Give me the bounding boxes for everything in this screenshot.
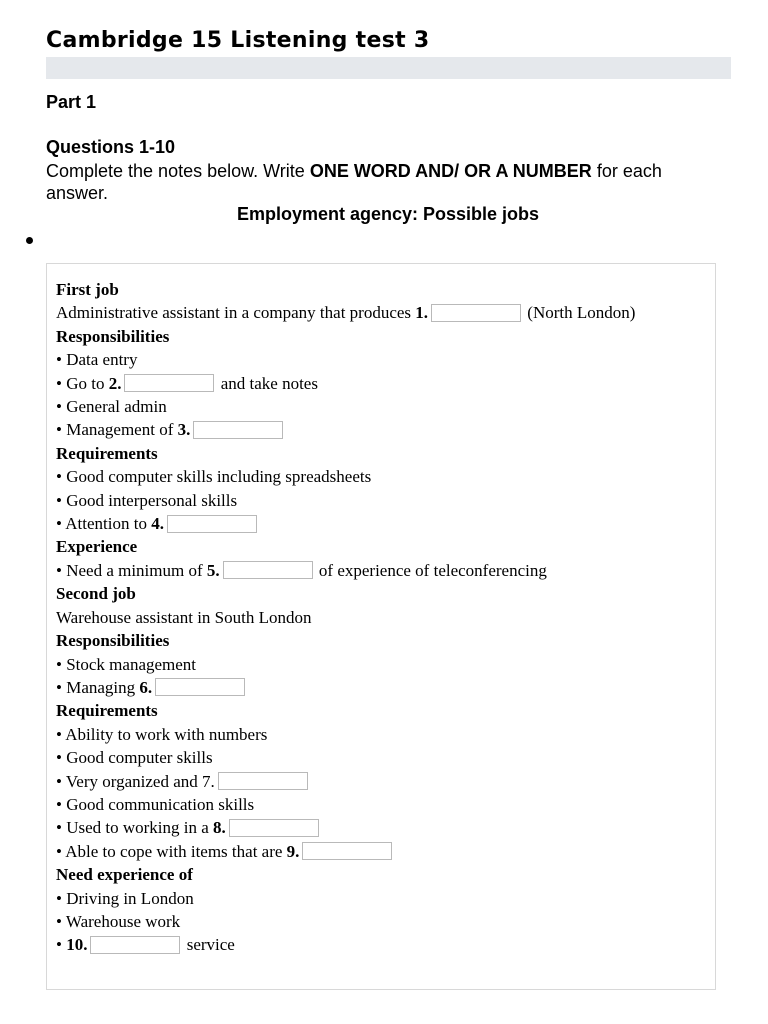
list-bullet: [26, 237, 33, 244]
list-item: • General admin: [56, 397, 167, 417]
text: • Managing: [56, 677, 140, 697]
answer-input-2[interactable]: [124, 374, 214, 392]
answer-input-10[interactable]: [90, 936, 180, 954]
answer-input-6[interactable]: [155, 678, 245, 696]
instruction-text-end: for each answer.: [46, 161, 662, 203]
title-divider-bar: [46, 57, 731, 79]
experience-heading: Experience: [56, 537, 138, 557]
question-number-2: 2.: [108, 373, 122, 393]
text: and take notes: [216, 373, 318, 393]
list-item: • Stock management: [56, 654, 197, 674]
list-item: • Good communication skills: [56, 794, 255, 814]
text: • Management of: [56, 420, 178, 440]
question-number-1: 1.: [415, 303, 429, 323]
notes-content: [56, 278, 696, 957]
instruction-text: Complete the notes below. Write: [46, 161, 310, 181]
question-number-3: 3.: [177, 420, 191, 440]
list-item: [56, 676, 696, 699]
list-item: • Warehouse work: [56, 911, 181, 931]
text: • Able to cope with items that are: [56, 841, 287, 861]
text: service: [182, 935, 235, 955]
list-item: [56, 559, 696, 582]
text: • Attention to: [56, 514, 152, 534]
notes-box: [46, 263, 716, 990]
answer-input-9[interactable]: [302, 842, 392, 860]
first-job-heading: First job: [56, 280, 119, 299]
list-item: • Good computer skills: [56, 748, 213, 768]
list-item: • Driving in London: [56, 888, 194, 908]
questions-heading: Questions 1-10: [46, 137, 176, 157]
list-item: [56, 770, 696, 793]
text: • Need a minimum of: [56, 560, 207, 580]
text: •: [56, 935, 67, 955]
list-item: [56, 840, 696, 863]
answer-input-1[interactable]: [431, 304, 521, 322]
list-item: • Data entry: [56, 350, 138, 370]
question-number-8: 8.: [213, 818, 226, 838]
question-number-4: 4.: [151, 514, 164, 534]
answer-input-7[interactable]: [218, 772, 308, 790]
list-item: [56, 372, 696, 395]
list-item: [56, 512, 696, 535]
question-number-9: 9.: [286, 841, 300, 861]
list-item: • Ability to work with numbers: [56, 724, 268, 744]
list-item: • Good interpersonal skills: [56, 490, 238, 510]
part-heading: Part 1: [46, 92, 97, 112]
question-number-5: 5.: [206, 560, 220, 580]
notes-title: Employment agency: Possible jobs: [236, 204, 540, 224]
first-job-description: [56, 301, 681, 324]
list-item: • Good computer skills including spreadsheets: [56, 467, 372, 487]
second-job-description: Warehouse assistant in South London: [56, 607, 312, 627]
text: • Very organized and 7.: [56, 771, 215, 791]
text: (North London): [523, 303, 636, 323]
responsibilities-heading: Responsibilities: [56, 326, 170, 346]
question-number-6: 6.: [139, 677, 153, 697]
responsibilities-heading: Responsibilities: [56, 631, 170, 651]
question-number-10: 10.: [66, 935, 88, 955]
answer-input-8[interactable]: [229, 819, 319, 837]
list-item: [56, 418, 696, 441]
answer-input-4[interactable]: [167, 515, 257, 533]
second-job-heading: Second job: [56, 584, 136, 604]
answer-input-5[interactable]: [223, 561, 313, 579]
list-item: [56, 933, 696, 956]
text: • Used to working in a: [56, 818, 214, 838]
instruction-emphasis: ONE WORD AND/ OR A NUMBER: [309, 161, 592, 181]
instructions: [46, 160, 726, 204]
need-experience-heading: Need experience of: [56, 865, 193, 885]
requirements-heading: Requirements: [56, 701, 158, 721]
requirements-heading: Requirements: [56, 443, 158, 463]
list-item: [56, 816, 696, 839]
answer-input-3[interactable]: [193, 421, 283, 439]
text: • Go to: [56, 373, 109, 393]
text: of experience of teleconferencing: [314, 560, 547, 580]
page-title: Cambridge 15 Listening test 3: [46, 28, 430, 53]
text: Administrative assistant in a company that produces: [56, 303, 416, 323]
